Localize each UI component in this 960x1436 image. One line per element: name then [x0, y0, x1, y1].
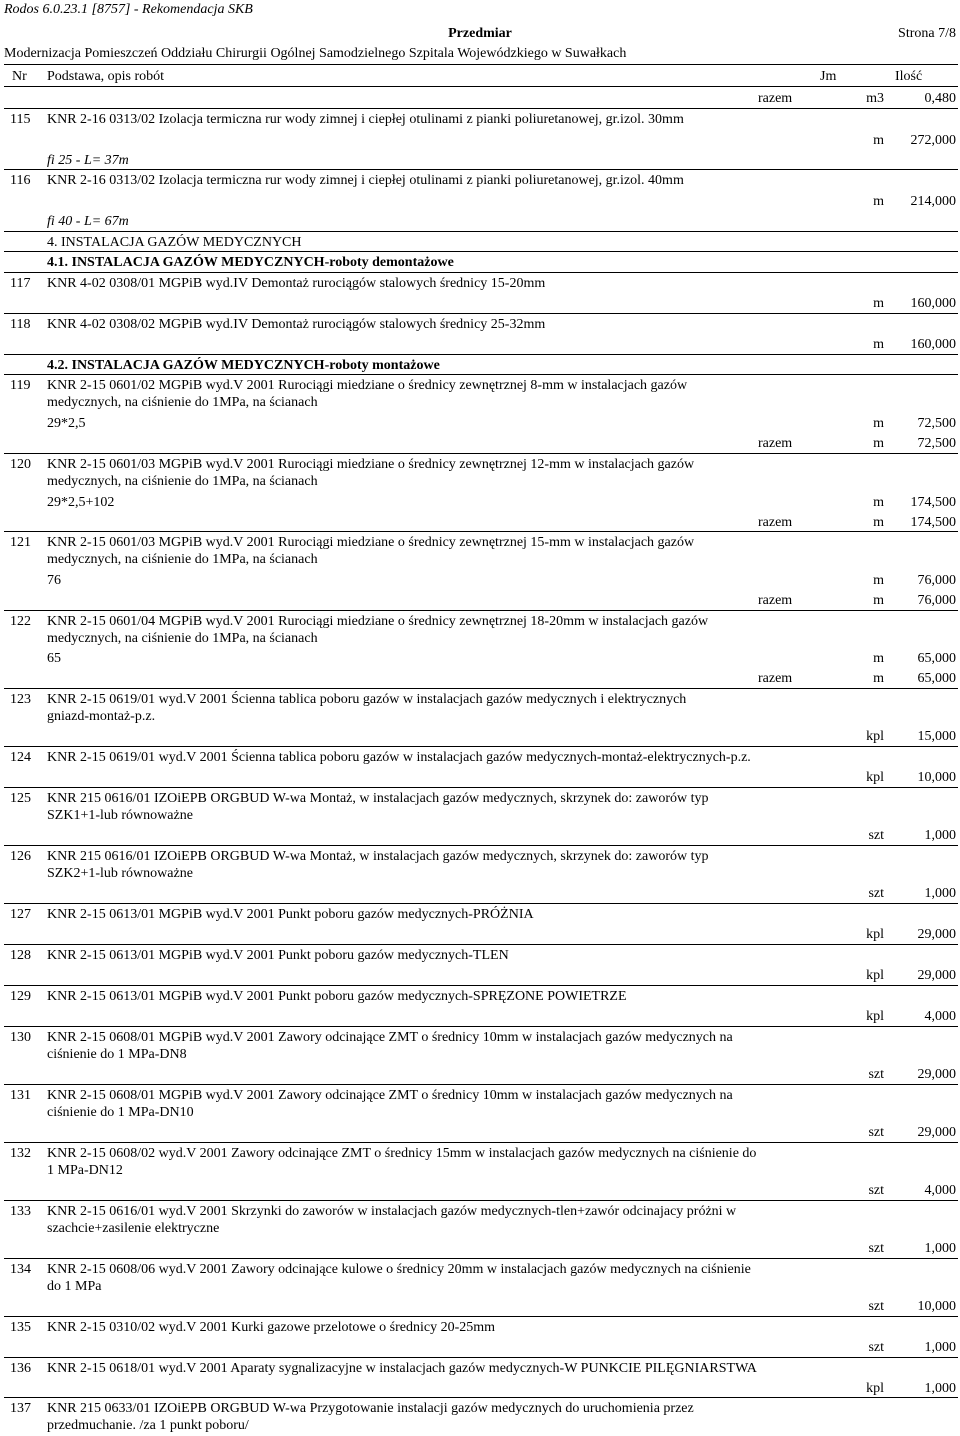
- item-description: KNR 2-15 0608/06 wyd.V 2001 Zawory odcinające kulowe o średnicy 20mm w instalacjach gazów medycznych na ciśnienie: [47, 1262, 751, 1277]
- item-quantity: 29,000: [917, 927, 956, 942]
- item-number: 125: [10, 791, 31, 806]
- item-separator: [4, 1026, 958, 1027]
- item-description: KNR 2-15 0601/03 MGPiB wyd.V 2001 Rurociągi miedziane o średnicy zewnętrznej 15-mm w instalacjach gazów: [47, 535, 695, 550]
- item-description-continued: medycznych, na ciśnienie do 1MPa, na ścianach: [47, 474, 318, 489]
- item-description: KNR 2-15 0601/02 MGPiB wyd.V 2001 Rurociągi miedziane o średnicy zewnętrznej 8-mm w instalacjach gazów: [47, 378, 688, 393]
- column-header-nr: Nr: [12, 69, 27, 84]
- item-separator: [4, 272, 958, 273]
- item-number: 131: [10, 1088, 31, 1103]
- section-heading: 4.1. INSTALACJA GAZÓW MEDYCZNYCH-roboty demontażowe: [47, 255, 454, 270]
- item-separator: [4, 1084, 958, 1085]
- item-unit: szt: [868, 1183, 884, 1198]
- item-description-continued: ciśnienie do 1 MPa-DN10: [47, 1105, 194, 1120]
- item-number: 132: [10, 1146, 31, 1161]
- item-description: KNR 2-15 0608/01 MGPiB wyd.V 2001 Zawory odcinające ZMT o średnicy 10mm w instalacjach gazów medycznych na: [47, 1088, 733, 1103]
- item-number: 135: [10, 1320, 31, 1335]
- item-quantity: 1,000: [924, 1381, 956, 1396]
- item-quantity: 29,000: [917, 1067, 956, 1082]
- razem-label: razem: [758, 91, 793, 106]
- item-description: KNR 2-15 0310/02 wyd.V 2001 Kurki gazowe przelotowe o średnicy 20-25mm: [47, 1320, 496, 1335]
- section-heading: 4. INSTALACJA GAZÓW MEDYCZNYCH: [47, 235, 302, 250]
- calculation-quantity: 72,500: [917, 416, 956, 431]
- item-unit: szt: [868, 1340, 884, 1355]
- item-quantity: 29,000: [917, 968, 956, 983]
- razem-quantity: 65,000: [917, 671, 956, 686]
- item-number: 124: [10, 750, 31, 765]
- item-unit: m: [873, 194, 884, 209]
- item-description: KNR 215 0616/01 IZOiEPB ORGBUD W-wa Montaż, w instalacjach gazów medycznych, skrzynek do: zaworów typ: [47, 791, 709, 806]
- item-number: 136: [10, 1361, 31, 1376]
- page-title: Przedmiar: [448, 26, 512, 41]
- calculation-formula: fi 25 - L= 37m: [47, 153, 129, 168]
- item-description: KNR 4-02 0308/01 MGPiB wyd.IV Demontaż rurociągów stalowych średnicy 15-20mm: [47, 276, 546, 291]
- header-top-rule: [4, 64, 958, 65]
- item-number: 133: [10, 1204, 31, 1219]
- item-separator: [4, 845, 958, 846]
- item-quantity: 29,000: [917, 1125, 956, 1140]
- item-separator: [4, 903, 958, 904]
- item-number: 127: [10, 907, 31, 922]
- item-number: 123: [10, 692, 31, 707]
- item-separator: [4, 985, 958, 986]
- item-unit: szt: [868, 1241, 884, 1256]
- item-unit: szt: [868, 1125, 884, 1140]
- item-separator: [4, 1397, 958, 1398]
- header-bottom-rule: [4, 86, 958, 87]
- item-description: KNR 2-15 0619/01 wyd.V 2001 Ścienna tablica poboru gazów w instalacjach gazów medycznych-montaż-elektrycznych-p.z.: [47, 750, 751, 765]
- item-unit: kpl: [866, 1009, 884, 1024]
- calculation-formula: 29*2,5+102: [47, 495, 115, 510]
- item-quantity: 1,000: [924, 886, 956, 901]
- item-description: KNR 2-15 0613/01 MGPiB wyd.V 2001 Punkt poboru gazów medycznych-PRÓŻNIA: [47, 907, 534, 922]
- item-unit: kpl: [866, 729, 884, 744]
- razem-unit: m: [873, 593, 884, 608]
- item-number: 119: [10, 378, 31, 393]
- item-quantity: 4,000: [924, 1009, 956, 1024]
- razem-unit: m: [873, 436, 884, 451]
- item-quantity: 1,000: [924, 828, 956, 843]
- item-number: 118: [10, 317, 31, 332]
- item-description: KNR 4-02 0308/02 MGPiB wyd.IV Demontaż rurociągów stalowych średnicy 25-32mm: [47, 317, 546, 332]
- item-description: KNR 2-15 0618/01 wyd.V 2001 Aparaty sygnalizacyjne w instalacjach gazów medycznych-W PUNKCIE PILĘGNIARSTWA: [47, 1361, 757, 1376]
- calculation-formula: fi 40 - L= 67m: [47, 214, 129, 229]
- item-number: 128: [10, 948, 31, 963]
- razem-label: razem: [758, 515, 793, 530]
- item-separator: [4, 610, 958, 611]
- item-description: KNR 2-15 0601/04 MGPiB wyd.V 2001 Rurociągi miedziane o średnicy zewnętrznej 18-20mm w instalacjach gazów: [47, 614, 709, 629]
- item-description-continued: medycznych, na ciśnienie do 1MPa, na ścianach: [47, 631, 318, 646]
- item-unit: szt: [868, 1067, 884, 1082]
- calculation-unit: m: [873, 416, 884, 431]
- column-header-quantity: Ilość: [895, 69, 923, 84]
- item-separator: [4, 944, 958, 945]
- item-number: 126: [10, 849, 31, 864]
- item-quantity: 4,000: [924, 1183, 956, 1198]
- item-description-continued: medycznych, na ciśnienie do 1MPa, na ścianach: [47, 552, 318, 567]
- item-description-continued: ciśnienie do 1 MPa-DN8: [47, 1047, 187, 1062]
- item-description-continued: do 1 MPa: [47, 1279, 102, 1294]
- calculation-unit: m: [873, 651, 884, 666]
- calculation-quantity: 65,000: [917, 651, 956, 666]
- section-separator: [4, 251, 958, 252]
- item-number: 121: [10, 535, 31, 550]
- item-description: KNR 215 0633/01 IZOiEPB ORGBUD W-wa Przygotowanie instalacji gazów medycznych do uruchomienia przez: [47, 1401, 694, 1416]
- item-separator: [4, 1142, 958, 1143]
- item-unit: szt: [868, 1299, 884, 1314]
- item-separator: [4, 787, 958, 788]
- item-separator: [4, 688, 958, 689]
- item-description: KNR 2-15 0613/01 MGPiB wyd.V 2001 Punkt poboru gazów medycznych-SPRĘZONE POWIETRZE: [47, 989, 627, 1004]
- item-separator: [4, 1258, 958, 1259]
- item-separator: [4, 746, 958, 747]
- column-header-unit: Jm: [820, 69, 837, 84]
- calculation-quantity: 76,000: [917, 573, 956, 588]
- item-description-continued: SZK1+1-lub równoważne: [47, 808, 193, 823]
- item-quantity: 1,000: [924, 1241, 956, 1256]
- item-number: 120: [10, 457, 31, 472]
- item-unit: m: [873, 337, 884, 352]
- item-number: 122: [10, 614, 31, 629]
- item-quantity: 15,000: [917, 729, 956, 744]
- item-description: KNR 2-15 0613/01 MGPiB wyd.V 2001 Punkt poboru gazów medycznych-TLEN: [47, 948, 509, 963]
- item-description-continued: gniazd-montaż-p.z.: [47, 709, 156, 724]
- item-number: 116: [10, 173, 31, 188]
- razem-label: razem: [758, 671, 793, 686]
- item-separator: [4, 531, 958, 532]
- item-unit: kpl: [866, 927, 884, 942]
- razem-quantity: 76,000: [917, 593, 956, 608]
- item-unit: kpl: [866, 1381, 884, 1396]
- item-description: KNR 215 0616/01 IZOiEPB ORGBUD W-wa Montaż, w instalacjach gazów medycznych, skrzynek do: zaworów typ: [47, 849, 709, 864]
- item-quantity: 10,000: [917, 1299, 956, 1314]
- razem-quantity: 72,500: [917, 436, 956, 451]
- item-quantity: 1,000: [924, 1340, 956, 1355]
- app-title: Rodos 6.0.23.1 [8757] - Rekomendacja SKB: [4, 2, 253, 17]
- item-quantity: 160,000: [910, 296, 956, 311]
- calculation-formula: 29*2,5: [47, 416, 86, 431]
- razem-quantity: 174,500: [910, 515, 956, 530]
- item-unit: szt: [868, 828, 884, 843]
- item-description-continued: SZK2+1-lub równoważne: [47, 866, 193, 881]
- item-description-continued: szachcie+zasilenie elektryczne: [47, 1221, 220, 1236]
- razem-unit: m3: [866, 91, 884, 106]
- razem-unit: m: [873, 515, 884, 530]
- item-description: KNR 2-15 0619/01 wyd.V 2001 Ścienna tablica poboru gazów w instalacjach gazów medycznych i elektrycznych: [47, 692, 687, 707]
- item-quantity: 272,000: [910, 133, 956, 148]
- item-number: 115: [10, 112, 31, 127]
- item-separator: [4, 108, 958, 109]
- item-separator: [4, 374, 958, 375]
- item-quantity: 214,000: [910, 194, 956, 209]
- razem-unit: m: [873, 671, 884, 686]
- item-unit: kpl: [866, 770, 884, 785]
- item-unit: szt: [868, 886, 884, 901]
- item-description: KNR 2-15 0608/02 wyd.V 2001 Zawory odcinające ZMT o średnicy 15mm w instalacjach gazów medycznych na ciśnienie do: [47, 1146, 757, 1161]
- item-description-continued: medycznych, na ciśnienie do 1MPa, na ścianach: [47, 395, 318, 410]
- section-separator: [4, 231, 958, 232]
- calculation-unit: m: [873, 573, 884, 588]
- column-header-description: Podstawa, opis robót: [47, 69, 165, 84]
- item-description: KNR 2-15 0608/01 MGPiB wyd.V 2001 Zawory odcinające ZMT o średnicy 10mm w instalacjach gazów medycznych na: [47, 1030, 733, 1045]
- item-separator: [4, 1357, 958, 1358]
- item-number: 129: [10, 989, 31, 1004]
- item-separator: [4, 169, 958, 170]
- item-description: KNR 2-16 0313/02 Izolacja termiczna rur wody zimnej i ciepłej otulinami z pianki poliuretanowej, gr.izol. 40mm: [47, 173, 684, 188]
- item-description-continued: 1 MPa-DN12: [47, 1163, 123, 1178]
- razem-label: razem: [758, 436, 793, 451]
- item-unit: m: [873, 296, 884, 311]
- item-description-continued: przedmuchanie. /za 1 punkt poboru/: [47, 1418, 249, 1433]
- calculation-unit: m: [873, 495, 884, 510]
- item-number: 117: [10, 276, 31, 291]
- item-description: KNR 2-15 0601/03 MGPiB wyd.V 2001 Rurociągi miedziane o średnicy zewnętrznej 12-mm w instalacjach gazów: [47, 457, 695, 472]
- item-description: KNR 2-15 0616/01 wyd.V 2001 Skrzynki do zaworów w instalacjach gazów medycznych-tlen+zawór odcinajacy próżni w: [47, 1204, 737, 1219]
- section-heading: 4.2. INSTALACJA GAZÓW MEDYCZNYCH-roboty montażowe: [47, 358, 440, 373]
- item-number: 137: [10, 1401, 31, 1416]
- item-unit: m: [873, 133, 884, 148]
- item-quantity: 10,000: [917, 770, 956, 785]
- item-separator: [4, 1200, 958, 1201]
- item-quantity: 160,000: [910, 337, 956, 352]
- calculation-quantity: 174,500: [910, 495, 956, 510]
- section-separator: [4, 354, 958, 355]
- item-description: KNR 2-16 0313/02 Izolacja termiczna rur wody zimnej i ciepłej otulinami z pianki poliuretanowej, gr.izol. 30mm: [47, 112, 684, 127]
- item-number: 130: [10, 1030, 31, 1045]
- razem-label: razem: [758, 593, 793, 608]
- item-separator: [4, 313, 958, 314]
- item-separator: [4, 453, 958, 454]
- project-name: Modernizacja Pomieszczeń Oddziału Chirurgii Ogólnej Samodzielnego Szpitala Wojewódzkiego w Suwałkach: [4, 46, 627, 61]
- page-number: Strona 7/8: [898, 26, 956, 41]
- calculation-formula: 76: [47, 573, 61, 588]
- razem-quantity: 0,480: [924, 91, 956, 106]
- item-number: 134: [10, 1262, 31, 1277]
- item-separator: [4, 1316, 958, 1317]
- item-unit: kpl: [866, 968, 884, 983]
- calculation-formula: 65: [47, 651, 61, 666]
